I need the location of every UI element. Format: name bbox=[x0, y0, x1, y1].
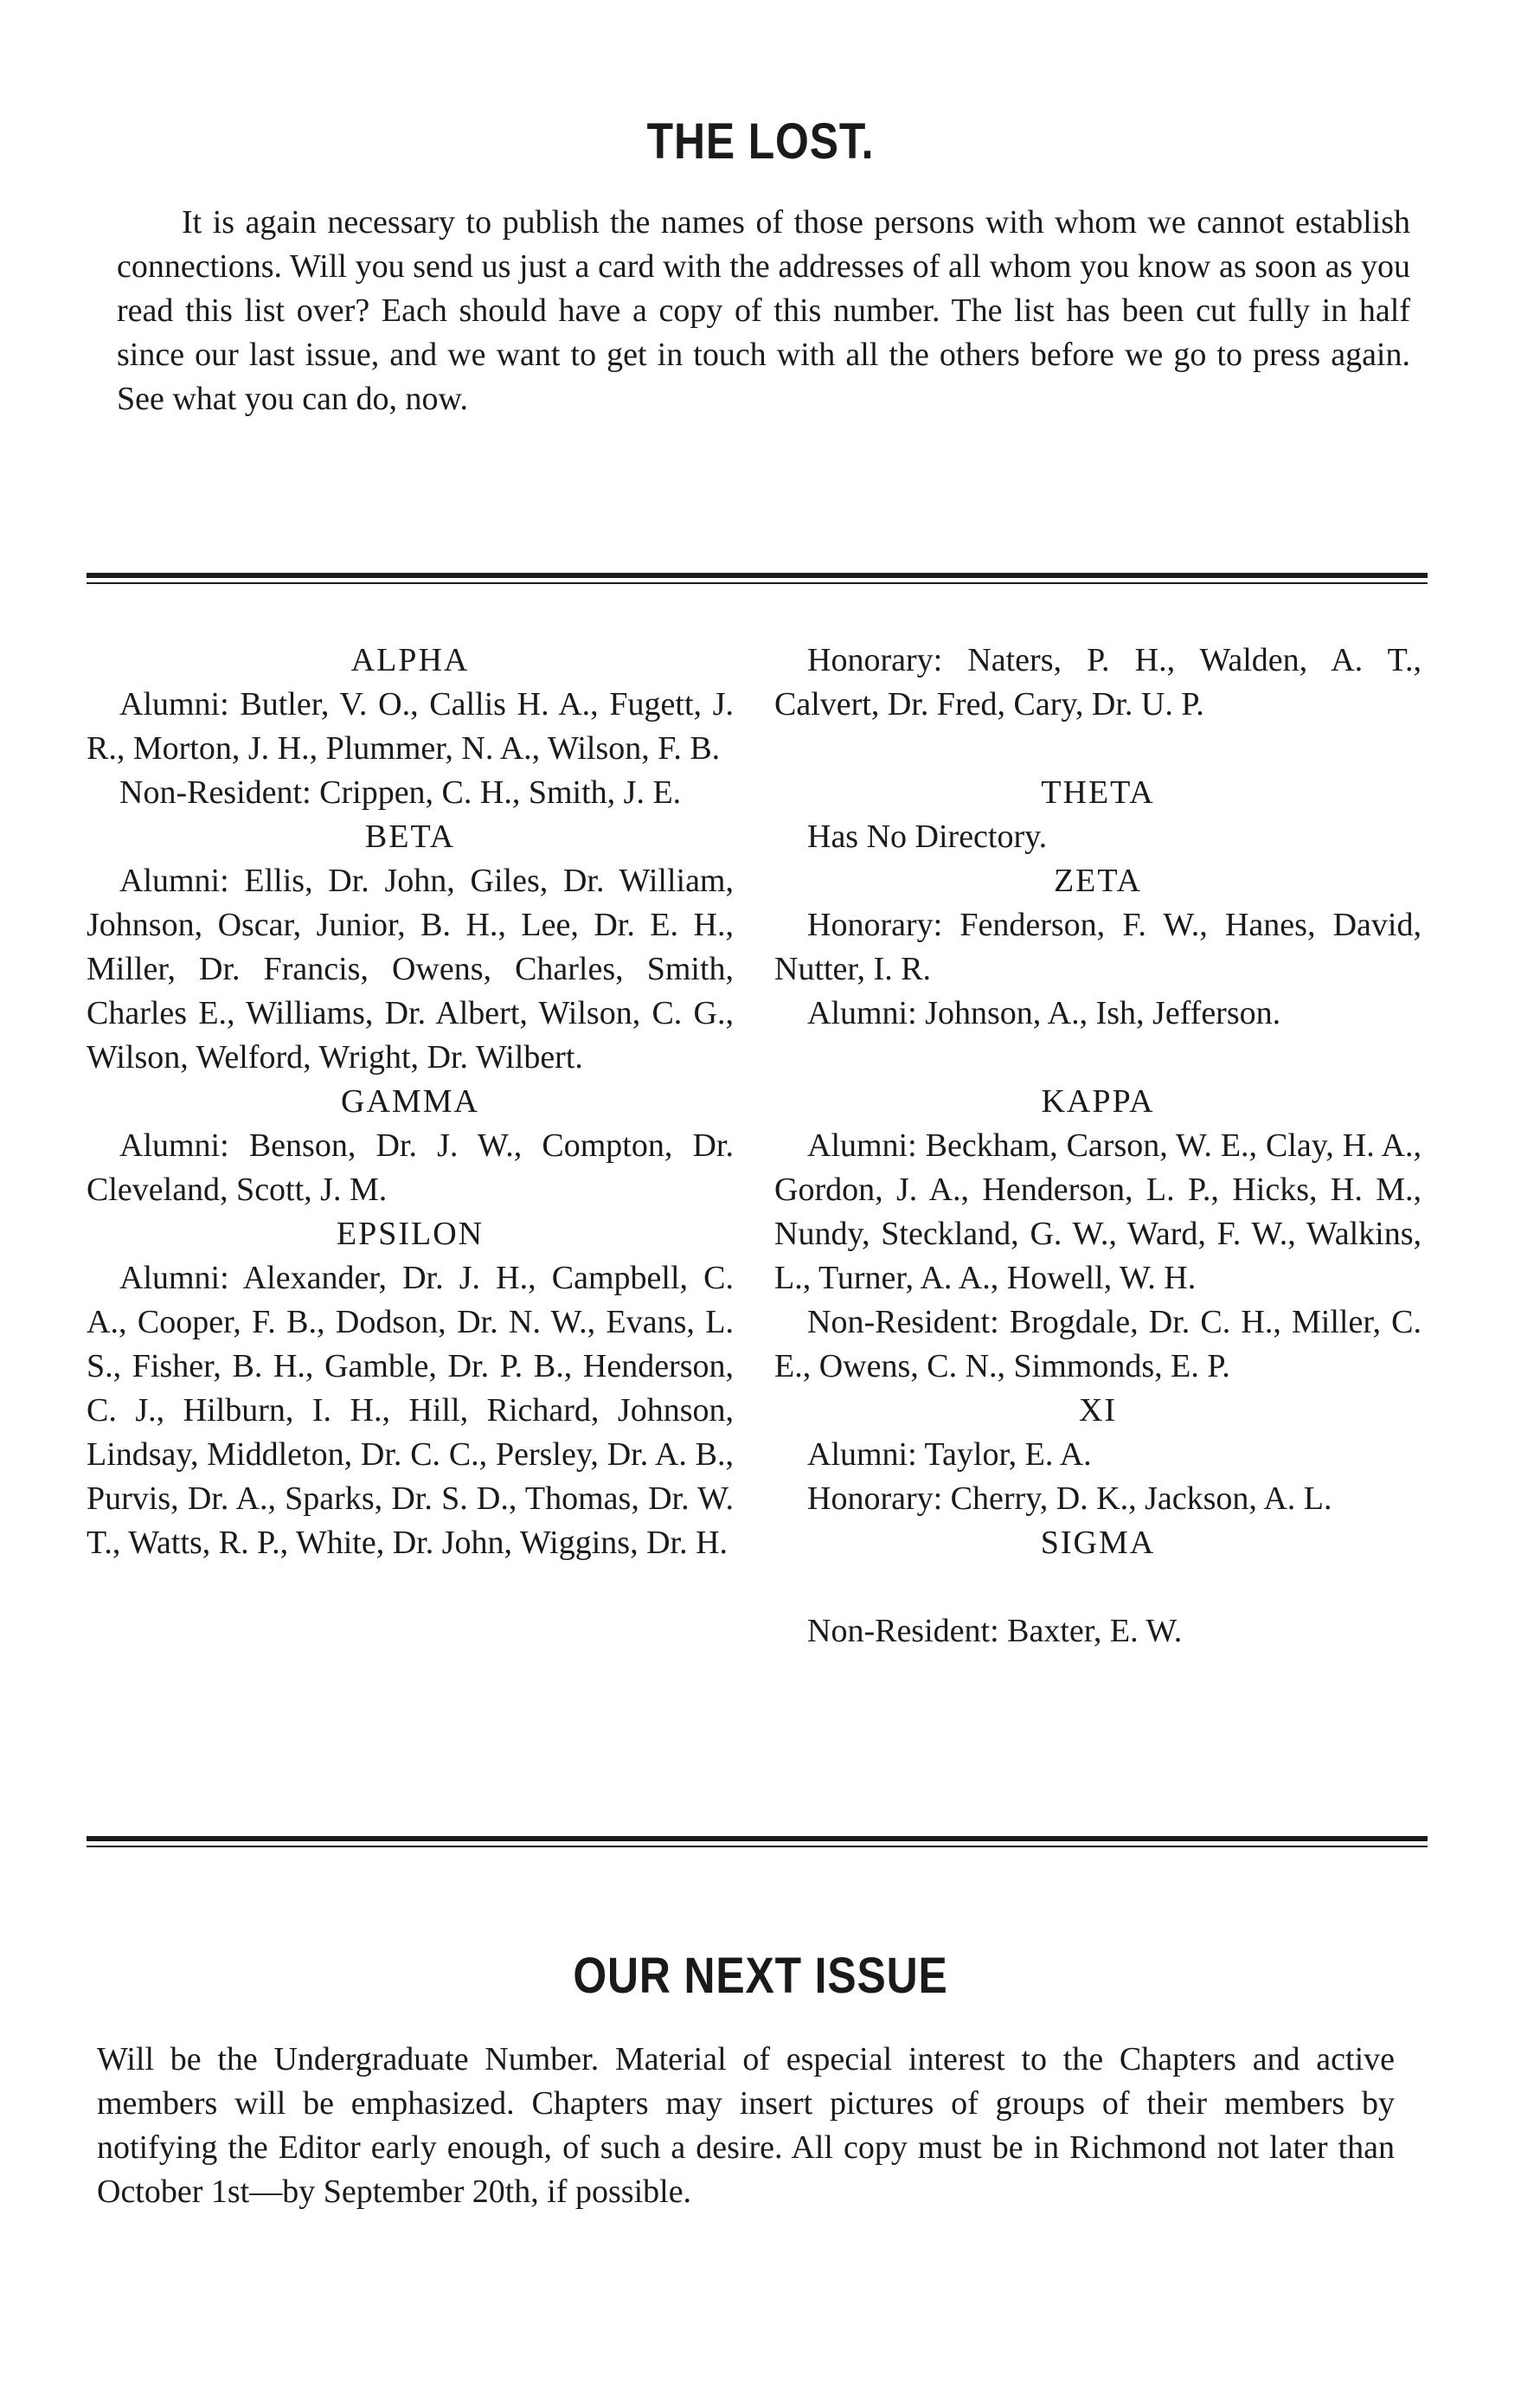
chapter-heading-sigma: SIGMA bbox=[1040, 1525, 1156, 1561]
theta-note: Has No Directory. bbox=[807, 819, 1048, 855]
zeta-alumni: Alumni: Johnson, A., Ish, Jefferson. bbox=[807, 995, 1281, 1031]
gamma-alumni: Alumni: Benson, Dr. J. W., Compton, Dr. Cleveland, Scott, J. M. bbox=[87, 1127, 734, 1208]
xi-honorary: Honorary: Cherry, D. K., Jackson, A. L. bbox=[807, 1480, 1332, 1517]
top-divider bbox=[87, 573, 1428, 584]
chapter-heading-alpha: ALPHA bbox=[350, 642, 470, 678]
kappa-non-resident: Non-Resident: Brogdale, Dr. C. H., Miller, C. E., Owens, C. N., Simmonds, E. P. bbox=[774, 1304, 1422, 1384]
next-issue-title: OUR NEXT ISSUE bbox=[573, 1948, 948, 2004]
kappa-alumni: Alumni: Beckham, Carson, W. E., Clay, H. A., Gordon, J. A., Henderson, L. P., Hicks, H. M., Nundy, Steckland, G. W., Ward, F. W., Walkins, L., Turner, A. A., Howell, W. H. bbox=[774, 1127, 1422, 1296]
chapter-heading-zeta: ZETA bbox=[1053, 863, 1143, 899]
zeta-honorary: Honorary: Fenderson, F. W., Hanes, David, Nutter, I. R. bbox=[774, 907, 1422, 987]
beta-alumni: Alumni: Ellis, Dr. John, Giles, Dr. William, Johnson, Oscar, Junior, B. H., Lee, Dr. E. H., Miller, Dr. Francis, Owens, Charles, Smith, Charles E., Williams, Dr. Albert, Wilson, C. G., Wilson, Welford, Wright, Dr. Wilbert. bbox=[87, 863, 734, 1076]
epsilon-alumni: Alumni: Alexander, Dr. J. H., Campbell, C. A., Cooper, F. B., Dodson, Dr. N. W., Evans, L. S., Fisher, B. H., Gamble, Dr. P. B., Henderson, C. J., Hilburn, I. H., Hill, Richard, Johnson, Lindsay, Middleton, Dr. C. C., Persley, Dr. A. B., Purvis, Dr. A., Sparks, Dr. S. D., Thomas, Dr. W. T., Watts, R. P., White, Dr. John, Wiggins, Dr. H. bbox=[87, 1260, 734, 1561]
epsilon-honorary: Honorary: Naters, P. H., Walden, A. T., Calvert, Dr. Fred, Cary, Dr. U. P. bbox=[774, 642, 1422, 722]
chapter-heading-epsilon: EPSILON bbox=[336, 1216, 485, 1252]
left-column bbox=[87, 639, 734, 1565]
xi-alumni: Alumni: Taylor, E. A. bbox=[807, 1436, 1092, 1473]
sigma-non-resident: Non-Resident: Baxter, E. W. bbox=[807, 1613, 1183, 1649]
chapter-heading-beta: BETA bbox=[364, 819, 456, 855]
alpha-alumni: Alumni: Butler, V. O., Callis H. A., Fugett, J. R., Morton, J. H., Plummer, N. A., Wilson, F. B. bbox=[87, 686, 734, 767]
right-column bbox=[774, 639, 1422, 1653]
alpha-non-resident: Non-Resident: Crippen, C. H., Smith, J. E. bbox=[119, 774, 682, 811]
lost-intro-paragraph: It is again necessary to publish the names of those persons with whom we cannot establish connections. Will you send us just a card with the addresses of all whom you know as soon as you read this list over? Each should have a copy of this number. The list has been cut fully in half since our last issue, and we want to get in touch with all the others before we go to press again. See what you can do, now. bbox=[117, 204, 1410, 417]
chapter-heading-gamma: GAMMA bbox=[341, 1083, 479, 1120]
bottom-divider bbox=[87, 1836, 1428, 1847]
next-issue-paragraph: Will be the Undergraduate Number. Material of especial interest to the Chapters and active members will be emphasized. Chapters may insert pictures of groups of their members by notifying the Editor early enough, of such a desire. All copy must be in Richmond not later than October 1st—by September 20th, if possible. bbox=[97, 2041, 1395, 2210]
chapter-heading-kappa: KAPPA bbox=[1041, 1083, 1155, 1120]
chapter-heading-theta: THETA bbox=[1041, 774, 1155, 811]
lost-section-title: THE LOST. bbox=[646, 113, 875, 170]
chapter-heading-xi: XI bbox=[1078, 1392, 1118, 1429]
